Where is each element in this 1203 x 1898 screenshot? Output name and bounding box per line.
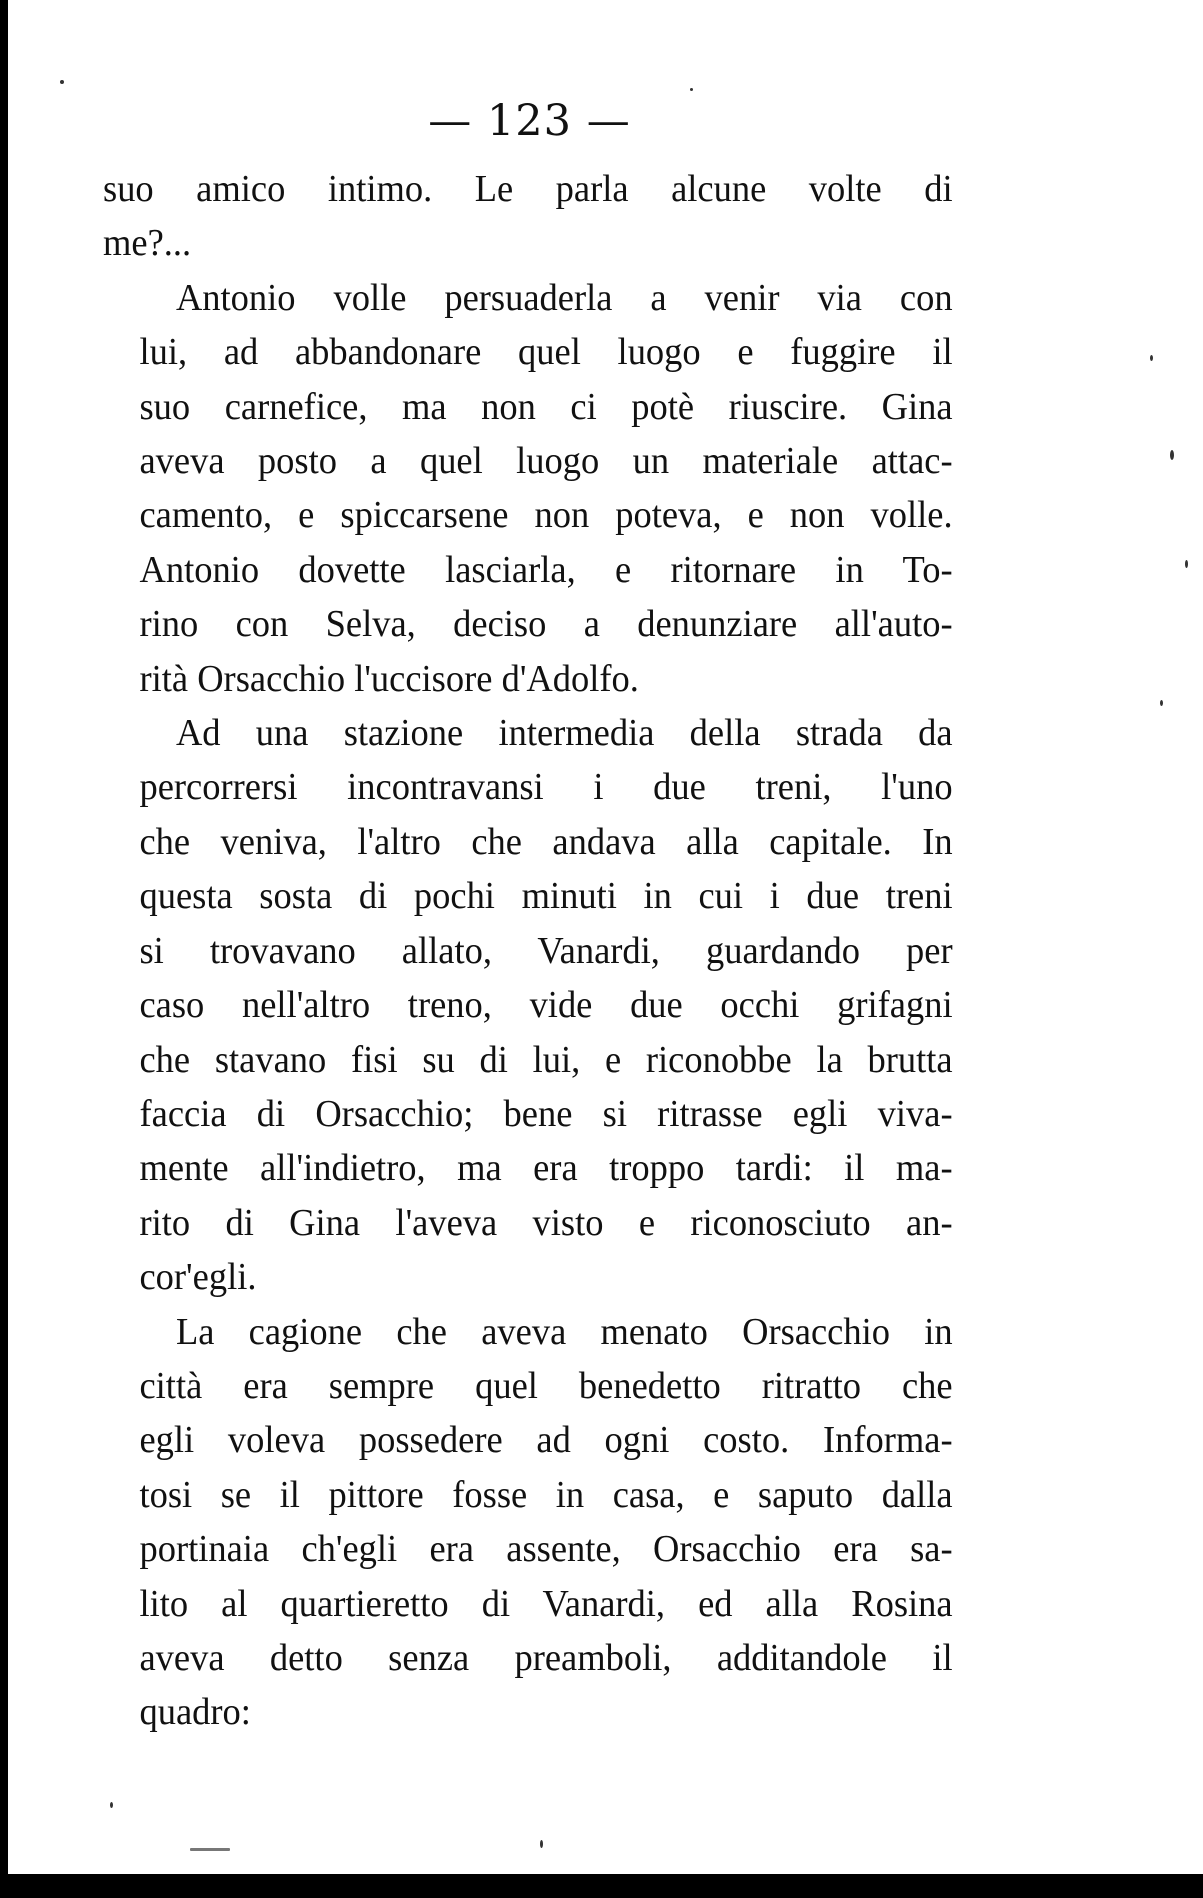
text-line: portinaia ch'egli era assente, Orsacchio era sa- (139, 1528, 953, 1571)
text-line: Antonio volle persuaderla a venir via con (175, 276, 953, 319)
text-line: camento, e spiccarsene non poteva, e non volle. (139, 494, 953, 537)
text-line: rità Orsacchio l'uccisore d'Adolfo. (139, 657, 639, 700)
paragraph (103, 706, 953, 1304)
text-line: me?... (103, 222, 192, 265)
scan-speck (1160, 700, 1163, 706)
text-line: suo carnefice, ma non ci potè riuscire. Gina (139, 385, 953, 428)
scan-speck (60, 80, 64, 84)
text-line: Antonio dovette lasciarla, e ritornare in To- (139, 548, 953, 591)
text-line: lito al quartieretto di Vanardi, ed alla Rosina (139, 1582, 953, 1625)
scan-speck (690, 88, 693, 91)
paragraph (103, 1305, 953, 1740)
text-line: si trovavano allato, Vanardi, guardando per (139, 929, 953, 972)
text-line: caso nell'altro treno, vide due occhi grifagni (139, 984, 953, 1027)
scan-speck (1170, 450, 1174, 460)
scan-bottom-edge (0, 1874, 1203, 1898)
text-line: aveva detto senza preamboli, additandole il (139, 1636, 953, 1679)
text-line: mente all'indietro, ma era troppo tardi: il ma- (139, 1147, 953, 1190)
text-line: città era sempre quel benedetto ritratto che (139, 1364, 953, 1407)
text-line: rino con Selva, deciso a denunziare all'auto- (139, 603, 953, 646)
scan-speck (1150, 355, 1153, 361)
text-line: La cagione che aveva menato Orsacchio in (175, 1310, 953, 1353)
text-line: egli voleva possedere ad ogni costo. Informa- (139, 1419, 953, 1462)
text-line: che veniva, l'altro che andava alla capitale. In (139, 820, 953, 863)
scan-speck (540, 1840, 543, 1848)
text-line: lui, ad abbandonare quel luogo e fuggire il (139, 331, 953, 374)
paragraph (103, 162, 953, 271)
scan-speck (1185, 560, 1188, 568)
text-line: faccia di Orsacchio; bene si ritrasse egli viva- (139, 1092, 953, 1135)
text-line: tosi se il pittore fosse in casa, e saputo dalla (139, 1473, 953, 1516)
text-line: suo amico intimo. Le parla alcune volte di (103, 168, 953, 210)
text-line: aveva posto a quel luogo un materiale attac- (139, 440, 953, 483)
text-line: quadro: (139, 1691, 251, 1734)
text-line: cor'egli. (139, 1256, 257, 1299)
body-text (103, 162, 953, 1740)
paragraph (103, 271, 953, 706)
text-line: percorrersi incontravansi i due treni, l'uno (139, 766, 953, 809)
text-line: rito di Gina l'aveva visto e riconosciuto an- (139, 1201, 953, 1244)
scan-left-edge (0, 0, 8, 1898)
scan-speck (190, 1848, 230, 1851)
text-line: questa sosta di pochi minuti in cui i due treni (139, 875, 953, 918)
text-line: che stavano fisi su di lui, e riconobbe la brutta (139, 1038, 953, 1081)
text-line: Ad una stazione intermedia della strada da (175, 712, 953, 755)
page-number: — 123 — (428, 96, 631, 146)
scan-speck (110, 1802, 113, 1808)
